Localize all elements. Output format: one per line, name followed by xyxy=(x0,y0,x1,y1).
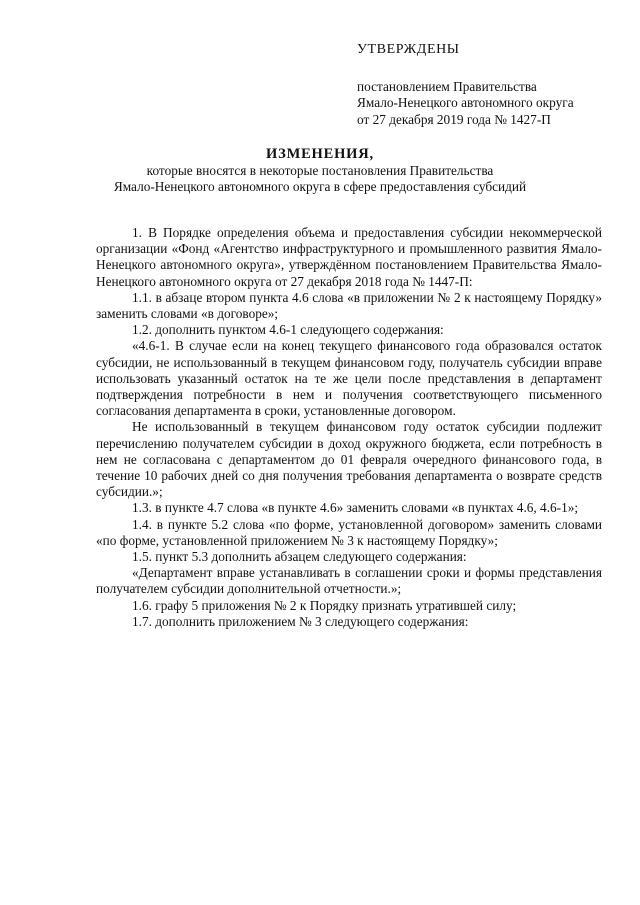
document-subtitle-line: которые вносятся в некоторые постановления Правительства xyxy=(146,163,494,179)
approval-block xyxy=(357,42,574,128)
approval-line: от 27 декабря 2019 года № 1427-П xyxy=(357,111,551,127)
paragraph-item-1-5: 1.5. пункт 5.3 дополнить абзацем следующего содержания: xyxy=(132,549,467,565)
paragraph-item-1-7: 1.7. дополнить приложением № 3 следующего содержания: xyxy=(132,613,469,629)
paragraph-item-1-1: 1.1. в абзаце втором пункта 4.6 слова «в приложении № 2 к настоящему Порядку» заменить словами «в договоре»; xyxy=(96,289,602,322)
document-subtitle-line: Ямало-Ненецкого автономного округа в сфере предоставления субсидий xyxy=(113,179,527,195)
paragraph-item-1: 1. В Порядке определения объема и предоставления субсидии некоммерческой организации «Фонд «Агентство инфраструктурного и промышленного развития Ямало-Ненецкого автономного округа», утверждённом постановлением Правительства Ямало-Ненецкого автономного округа от 27 декабря 2018 года № 1447-П: xyxy=(96,225,602,289)
document-body xyxy=(96,225,602,630)
paragraph-quote-4-6-1-cont: Не использованный в текущем финансовом году остаток субсидии подлежит перечислению получателем субсидии в доход окружного бюджета, если потребность в нем не согласована с департаментом до 01 февраля очередного финансового года, в течение 10 рабочих дней со дня получения требования департамента о возврате средств субсидии.»; xyxy=(96,419,602,500)
approval-title: УТВЕРЖДЕНЫ xyxy=(357,42,460,57)
approval-line: постановлением Правительства xyxy=(357,79,537,95)
paragraph-quote-4-6-1: «4.6-1. В случае если на конец текущего финансового года образовался остаток субсидии, не использованный в текущем финансовом году, получатель субсидии вправе использовать указанный остаток на те же цели после представления в департамент подтверждения потребности в нем и получения соответствующего письменного согласования департамента в сроки, установленные договором. xyxy=(96,338,602,419)
document-title: ИЗМЕНЕНИЯ, xyxy=(266,146,374,162)
paragraph-quote-5-3: «Департамент вправе устанавливать в соглашении сроки и формы представления получателем субсидии дополнительной отчетности.»; xyxy=(96,565,602,597)
approval-line: Ямало-Ненецкого автономного округа xyxy=(357,95,574,111)
paragraph-item-1-3: 1.3. в пункте 4.7 слова «в пункте 4.6» заменить словами «в пунктах 4.6, 4.6-1»; xyxy=(132,500,579,516)
document-heading xyxy=(60,146,580,196)
paragraph-item-1-2: 1.2. дополнить пунктом 4.6-1 следующего содержания: xyxy=(132,322,444,338)
paragraph-item-1-6: 1.6. графу 5 приложения № 2 к Порядку признать утратившей силу; xyxy=(132,597,517,613)
paragraph-item-1-4: 1.4. в пункте 5.2 слова «по форме, установленной договором» заменить словами «по форме, установленной приложением № 3 к настоящему Порядку»; xyxy=(96,516,602,548)
